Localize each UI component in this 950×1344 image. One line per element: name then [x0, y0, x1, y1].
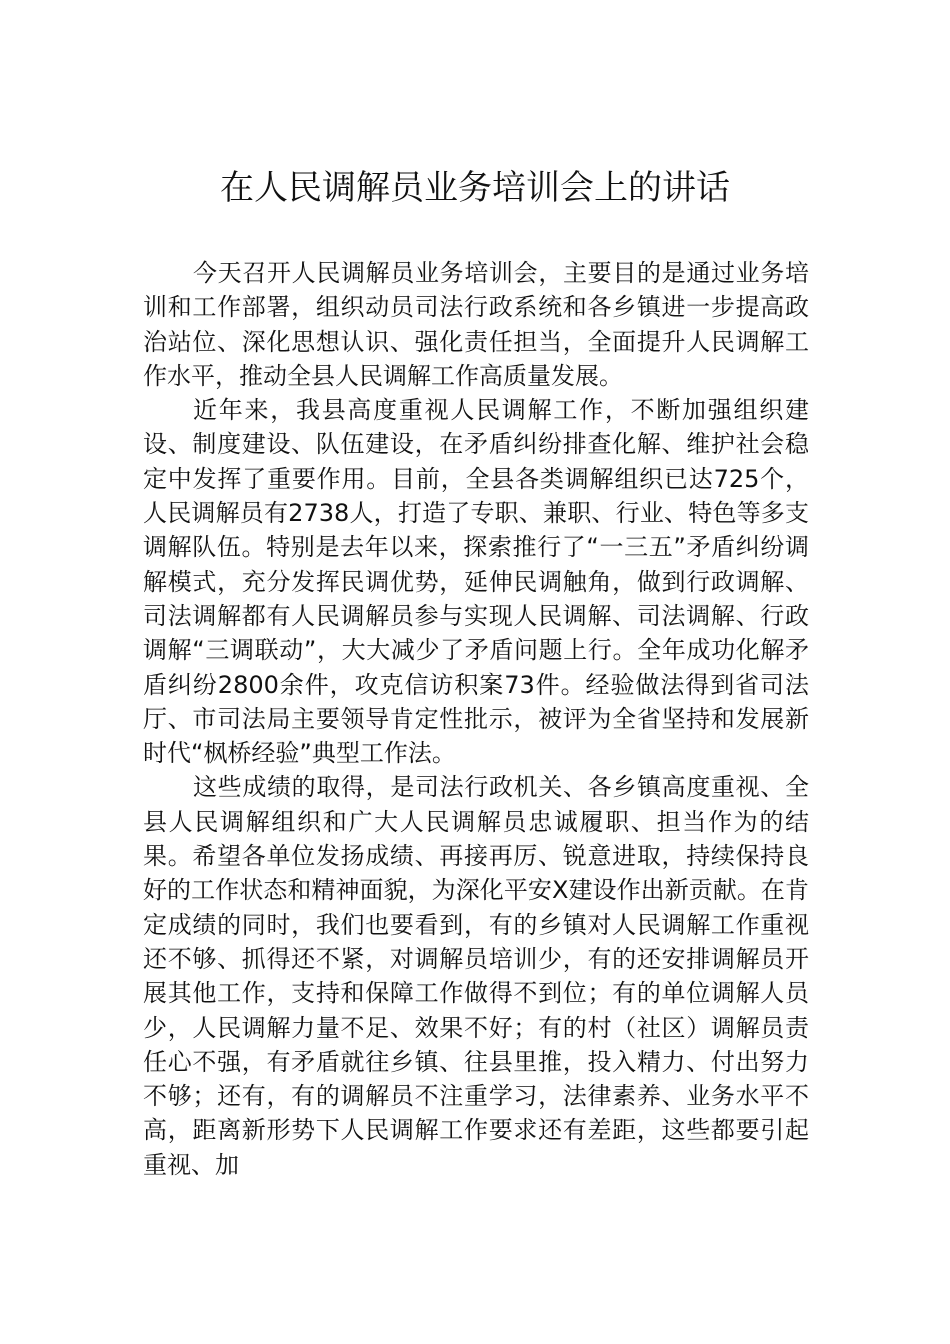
paragraph-2: 近年来，我县高度重视人民调解工作，不断加强组织建设、制度建设、队伍建设，在矛盾纠纷排查化解、维护社会稳定中发挥了重要作用。目前，全县各类调解组织已达725个，人民调解员有2738人，打造了专职、兼职、行业、特色等多支调解队伍。特别是去年以来，探索推行了“一三五”矛盾纠纷调解模式，充分发挥民调优势，延伸民调触角，做到行政调解、司法调解都有人民调解员参与实现人民调解、司法调解、行政调解“三调联动”，大大减少了矛盾问题上行。全年成功化解矛盾纠纷2800余件，攻克信访积案73件。经验做法得到省司法厅、市司法局主要领导肯定性批示，被评为全省坚持和发展新时代“枫桥经验”典型工作法。	[143, 396, 809, 768]
paragraph-1: 今天召开人民调解员业务培训会，主要目的是通过业务培训和工作部署，组织动员司法行政系统和各乡镇进一步提高政治站位、深化思想认识、强化责任担当，全面提升人民调解工作水平，推动全县人民调解工作高质量发展。	[143, 259, 809, 390]
document-body	[143, 256, 809, 1182]
paragraph-3: 这些成绩的取得，是司法行政机关、各乡镇高度重视、全县人民调解组织和广大人民调解员忠诚履职、担当作为的结果。希望各单位发扬成绩、再接再厉、锐意进取，持续保持良好的工作状态和精神面貌，为深化平安X建设作出新贡献。在肯定成绩的同时，我们也要看到，有的乡镇对人民调解工作重视还不够、抓得还不紧，对调解员培训少，有的还安排调解员开展其他工作，支持和保障工作做得不到位；有的单位调解人员少，人民调解力量不足、效果不好；有的村（社区）调解员责任心不强，有矛盾就往乡镇、往县里推，投入精力、付出努力不够；还有，有的调解员不注重学习，法律素养、业务水平不高，距离新形势下人民调解工作要求还有差距，这些都要引起重视、加	[143, 773, 809, 1179]
document-title: 在人民调解员业务培训会上的讲话	[220, 168, 730, 208]
